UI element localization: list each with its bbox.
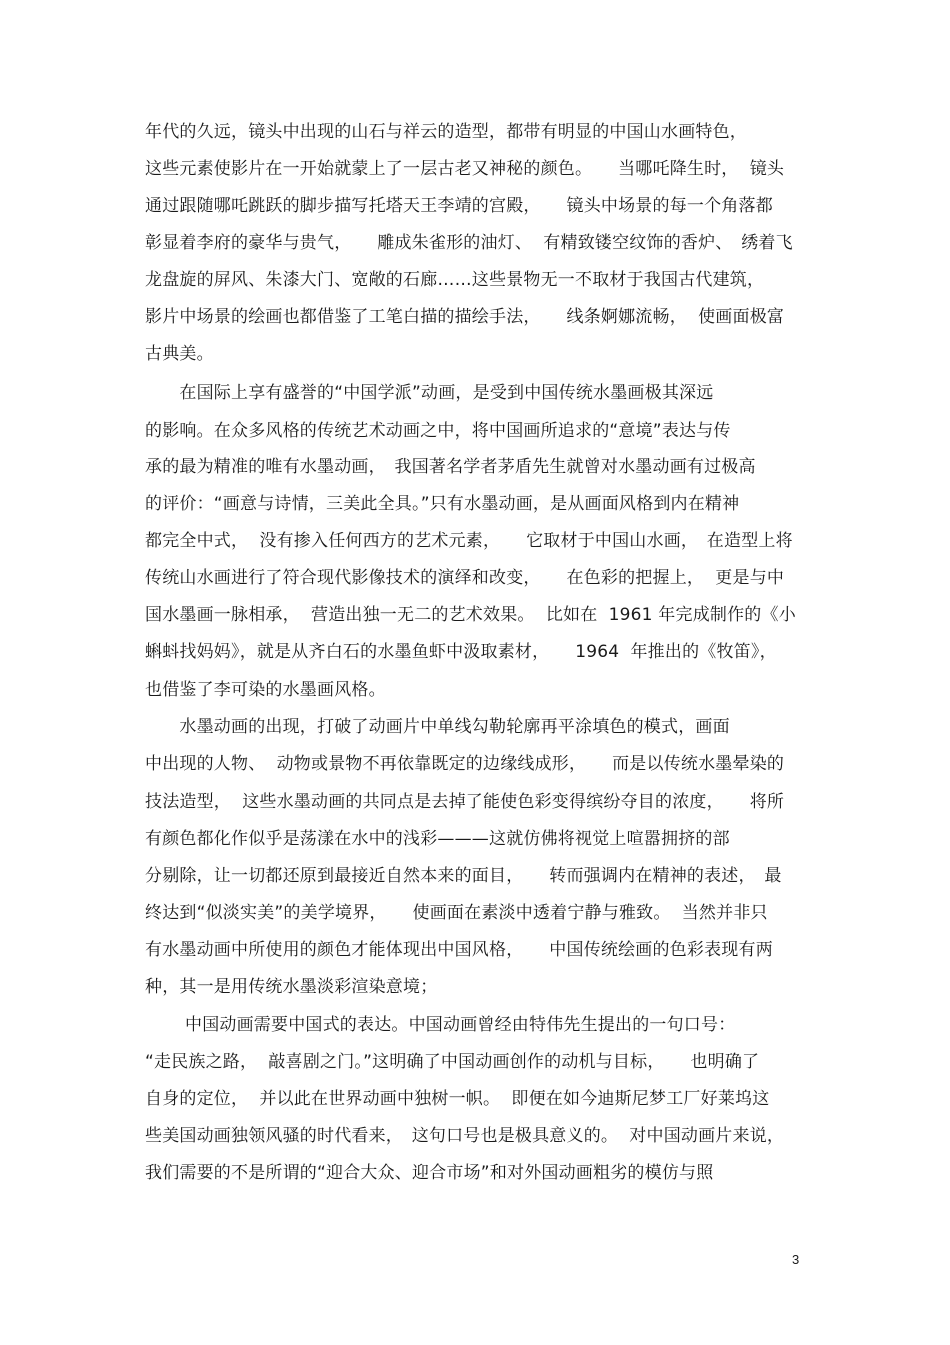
text-line: 水墨动画的出现，打破了动画片中单线勾勒轮廓再平涂填色的模式，画面	[145, 717, 730, 737]
text-line: 种，其一是用传统水墨淡彩渲染意境；	[145, 977, 438, 997]
text-line: 的影响。在众多风格的传统艺术动画之中，将中国画所追求的“意境”表达与传	[145, 421, 731, 441]
text-line: 在国际上享有盛誉的“中国学派”动画，是受到中国传统水墨画极其深远	[145, 383, 714, 403]
text-line: 影片中场景的绘画也都借鉴了工笔白描的描绘手法， 线条婀娜流畅， 使画面极富	[145, 307, 785, 327]
text-line: 分剔除，让一切都还原到最接近自然本来的面目， 转而强调内在精神的表述， 最	[145, 866, 782, 886]
text-line: “走民族之路， 敲喜剧之门。”这明确了中国动画创作的动机与目标， 也明确了	[145, 1052, 760, 1072]
text-line: 彰显着李府的豪华与贵气， 雕成朱雀形的油灯、 有精致镂空纹饰的香炉、 绣着飞	[145, 233, 793, 253]
page-number: 3	[792, 1252, 800, 1267]
text-line: 技法造型， 这些水墨动画的共同点是去掉了能使色彩变得缤纷夺目的浓度， 将所	[145, 792, 785, 812]
text-line: 也借鉴了李可染的水墨画风格。	[145, 680, 386, 700]
text-line: 终达到“似淡实美”的美学境界， 使画面在素淡中透着宁静与雅致。 当然并非只	[145, 903, 768, 923]
text-line: 国水墨画一脉相承， 营造出独一无二的艺术效果。 比如在 1961 年完成制作的《小	[145, 605, 796, 625]
text-line: 承的最为精准的唯有水墨动画， 我国著名学者茅盾先生就曾对水墨动画有过极高	[145, 457, 756, 477]
text-line: 蝌蚪找妈妈》，就是从齐白石的水墨鱼虾中汲取素材， 1964 年推出的《牧笛》，	[145, 642, 777, 662]
text-line: 些美国动画独领风骚的时代看来， 这句口号也是极具意义的。 对中国动画片来说，	[145, 1126, 785, 1146]
text-line: 古典美。	[145, 344, 214, 364]
text-line: 年代的久远，镜头中出现的山石与祥云的造型，都带有明显的中国山水画特色，	[145, 122, 747, 142]
text-line: 传统山水画进行了符合现代影像技术的演绎和改变， 在色彩的把握上， 更是与中	[145, 568, 785, 588]
text-line: 通过跟随哪吒跳跃的脚步描写托塔天王李靖的宫殿， 镜头中场景的每一个角落都	[145, 196, 773, 216]
text-line: 都完全中式， 没有掺入任何西方的艺术元素， 它取材于中国山水画， 在造型上将	[145, 531, 793, 551]
text-line: 有水墨动画中所使用的颜色才能体现出中国风格， 中国传统绘画的色彩表现有两	[145, 940, 773, 960]
text-line: 自身的定位， 并以此在世界动画中独树一帜。 即便在如今迪斯尼梦工厂好莱坞这	[145, 1089, 770, 1109]
text-line: 这些元素使影片在一开始就蒙上了一层古老又神秘的颜色。 当哪吒降生时， 镜头	[145, 159, 785, 179]
text-line: 龙盘旋的屏风、朱漆大门、宽敞的石廊……这些景物无一不取材于我国古代建筑，	[145, 270, 765, 290]
text-line: 的评价：“画意与诗情，三美此全具。”只有水墨动画，是从画面风格到内在精神	[145, 494, 740, 514]
text-line: 我们需要的不是所谓的“迎合大众、迎合市场”和对外国动画粗劣的模仿与照	[145, 1163, 714, 1183]
text-line: 中出现的人物、 动物或景物不再依靠既定的边缘线成形， 而是以传统水墨晕染的	[145, 754, 785, 774]
text-line: 中国动画需要中国式的表达。中国动画曾经由特伟先生提出的一句口号：	[145, 1015, 736, 1035]
text-line: 有颜色都化作似乎是荡漾在水中的浅彩———这就仿佛将视觉上喧嚣拥挤的部	[145, 829, 730, 849]
